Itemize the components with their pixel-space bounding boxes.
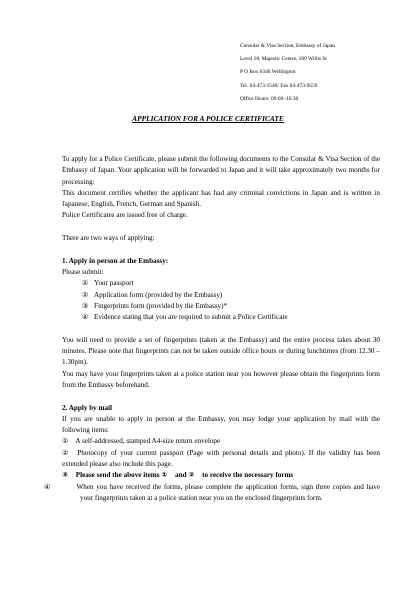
list-number: ②	[82, 290, 89, 299]
list-number-inline: ①	[161, 471, 168, 480]
section1-paragraph: You may have your fingerprints taken at a police station near you however please obtain the fingerprints form from the Embassy beforehand.	[62, 369, 380, 389]
list-item	[44, 482, 380, 505]
list-item-text: When you have received the forms, please complete the application forms, sign three copies and have your fingerprints taken at a police station near you on the enclosed fingerprints form.	[74, 482, 380, 502]
list-number: ④	[44, 482, 51, 491]
section2-heading: 2. Apply by mail	[62, 403, 112, 412]
intro-paragraph: Police Certificates are issued free of charge.	[62, 211, 188, 220]
list-item	[62, 301, 380, 312]
list-number: ③	[62, 471, 68, 480]
section1-paragraph: You will need to provide a set of fingerprints (taken at the Embassy) and the entire process takes about 30 minutes. Please note that fingerprints can not be taken outside office hours or during lunchtimes (from 12.30 – 1.30pm).	[62, 335, 380, 367]
list-number: ①	[62, 437, 69, 446]
list-number: ④	[82, 313, 89, 322]
list-item	[62, 312, 380, 323]
list-item-text: Photocopy of your current passport (Page with personal details and photo). If the validity has been extended please also include this page.	[62, 448, 380, 469]
address-line: Office Hours: 09:00–16:30	[240, 95, 299, 102]
list-item-text: Please send the above items	[74, 471, 162, 480]
section1-lead: Please submit:	[62, 267, 104, 276]
address-line: Tel. 04-473-1540/ Fax 04-473-9559	[240, 82, 318, 89]
embassy-address-block	[240, 40, 335, 106]
section2-lead: If you are unable to apply in person at the Embassy, you may lodge your application by mail with the following items:	[62, 414, 380, 435]
list-item-text: Evidence stating that you are required to submit a Police Certificate	[94, 313, 288, 322]
list-item-text: Application form (provided by the Embassy)	[94, 290, 223, 299]
list-number: ③	[82, 301, 89, 310]
list-item-text: and	[173, 471, 189, 480]
document-title: APPLICATION FOR A POLICE CERTIFICATE	[132, 114, 284, 123]
list-item	[62, 290, 380, 301]
intro-paragraph: To apply for a Police Certificate, please submit the following documents to the Consular & Visa Section of the Embassy of Japan. Your application will be forwarded to Japan and it will take approximately two months for processing:	[62, 155, 380, 186]
list-item	[62, 448, 380, 471]
ways-text: There are two ways of applying:	[62, 234, 155, 243]
intro-paragraph: This document certifies whether the applicant has had any criminal convictions in Japan and is written in Japanese, English, French, German and Spanish.	[62, 188, 380, 209]
address-line: Consular & Visa Section, Embassy of Japan	[240, 43, 335, 49]
list-number-inline: ②	[188, 471, 195, 480]
document-body	[44, 154, 380, 504]
list-item	[62, 278, 380, 289]
list-number: ①	[82, 279, 89, 288]
list-item	[62, 436, 380, 447]
list-item-text: A self-addressed, stamped A4-size return envelope	[74, 437, 221, 446]
list-item-text: Your passport	[94, 279, 134, 288]
section1-heading: 1. Apply in person at the Embassy:	[62, 256, 169, 265]
list-item	[62, 470, 380, 481]
section2-list	[44, 436, 380, 504]
address-line: Level 18, Majestic Centre, 100 Willis St	[240, 56, 327, 63]
list-item-text: Fingerprints form (provided by the Embassy)*	[94, 301, 228, 310]
list-item-text: to receive the necessary forms	[200, 471, 294, 480]
address-line: P O Box 6340 Wellington	[240, 69, 296, 76]
section1-list	[62, 278, 380, 323]
list-number: ②	[62, 448, 69, 457]
